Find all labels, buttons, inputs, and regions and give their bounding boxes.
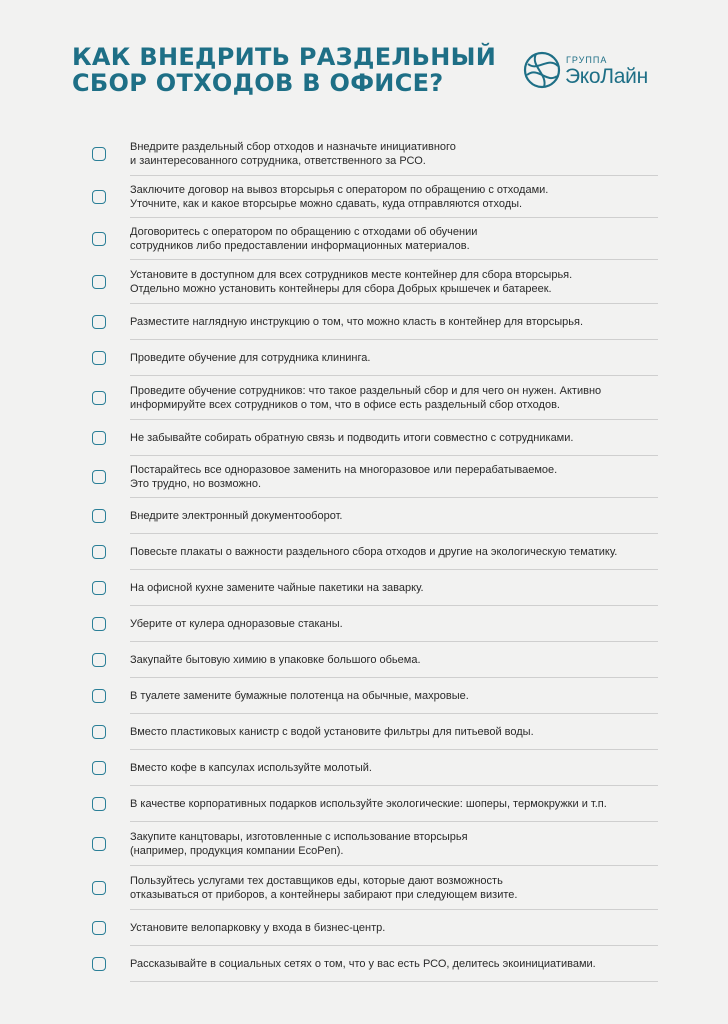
checklist-item-text: Не забывайте собирать обратную связь и подводить итоги совместно с сотрудниками. [130, 432, 574, 444]
checklist-item [88, 946, 658, 982]
checklist-item-text: Договоритесь с оператором по обращению с отходами об обучении сотрудников либо предоставлении информационных материалов. [130, 226, 478, 252]
title-line-2: СБОР ОТХОДОВ В ОФИСЕ? [72, 69, 444, 97]
checklist-item [88, 714, 658, 750]
checklist-item-text: Проведите обучение сотрудников: что такое раздельный сбор и для чего он нужен. Активно информируйте всех сотрудников о том, что в офисе есть раздельный сбор отходов. [130, 385, 602, 411]
checklist-item [88, 340, 658, 376]
checklist-item-text: Рассказывайте в социальных сетях о том, что у вас есть РСО, делитесь экоинициативами. [130, 958, 596, 970]
checklist-item-text: Пользуйтесь услугами тех доставщиков еды, которые дают возможность отказываться от приборов, а контейнеры забирают при следующем визите. [130, 875, 518, 901]
checkbox[interactable] [92, 431, 106, 445]
checkbox[interactable] [92, 725, 106, 739]
checklist-item [88, 304, 658, 340]
checklist-item-text: В туалете замените бумажные полотенца на обычные, махровые. [130, 690, 469, 702]
checklist-item [88, 132, 658, 176]
checklist-item [88, 786, 658, 822]
checklist-item-text: В качестве корпоративных подарков используйте экологические: шоперы, термокружки и т.п. [130, 798, 607, 810]
checklist-item [88, 678, 658, 714]
checklist-item-text: На офисной кухне замените чайные пакетики на заварку. [130, 582, 424, 594]
checklist-item [88, 534, 658, 570]
checklist-item [88, 822, 658, 866]
title-line-1: КАК ВНЕДРИТЬ РАЗДЕЛЬНЫЙ [72, 43, 497, 71]
logo-name: ЭкоЛайн [565, 65, 648, 88]
checkbox[interactable] [92, 315, 106, 329]
checkbox[interactable] [92, 190, 106, 204]
checklist-item [88, 420, 658, 456]
globe-icon [522, 50, 562, 90]
checklist-item-text: Повесьте плакаты о важности раздельного сбора отходов и другие на экологическую тематику. [130, 546, 618, 558]
checkbox[interactable] [92, 837, 106, 851]
checklist-item-text: Внедрите раздельный сбор отходов и назначьте инициативного и заинтересованного сотрудника, ответственного за РСО. [130, 141, 456, 167]
checkbox[interactable] [92, 351, 106, 365]
checklist-item-text: Внедрите электронный документооборот. [130, 510, 343, 522]
checkbox[interactable] [92, 545, 106, 559]
checklist-item [88, 218, 658, 260]
checklist-item-text: Заключите договор на вывоз вторсырья с оператором по обращению с отходами. Уточните, как и какое вторсырье можно сдавать, куда отправляются отходы. [130, 184, 549, 210]
checkbox[interactable] [92, 232, 106, 246]
checklist-item-text: Уберите от кулера одноразовые стаканы. [130, 618, 343, 630]
checklist [88, 132, 658, 982]
checklist-item-text: Установите в доступном для всех сотрудников месте контейнер для сбора вторсырья. Отдельно можно установить контейнеры для сбора Добрых крышечек и батареек. [130, 269, 573, 295]
checkbox[interactable] [92, 470, 106, 484]
checklist-item [88, 866, 658, 910]
checklist-item [88, 606, 658, 642]
divider [130, 981, 658, 982]
page-title [72, 44, 496, 96]
checkbox[interactable] [92, 391, 106, 405]
checklist-item [88, 176, 658, 218]
checkbox[interactable] [92, 797, 106, 811]
checklist-item-text: Закупите канцтовары, изготовленные с использование вторсырья (например, продукция компании EcoPen). [130, 831, 468, 857]
checkbox[interactable] [92, 147, 106, 161]
checklist-item-text: Разместите наглядную инструкцию о том, что можно класть в контейнер для вторсырья. [130, 316, 584, 328]
checkbox[interactable] [92, 921, 106, 935]
checkbox[interactable] [92, 653, 106, 667]
checkbox[interactable] [92, 689, 106, 703]
checklist-item [88, 260, 658, 304]
checklist-item-text: Постарайтесь все одноразовое заменить на многоразовое или перерабатываемое. Это трудно, но возможно. [130, 464, 558, 490]
checklist-item [88, 376, 658, 420]
checkbox[interactable] [92, 581, 106, 595]
checklist-item-text: Проведите обучение для сотрудника клининга. [130, 352, 371, 364]
checklist-item [88, 456, 658, 498]
checklist-item [88, 750, 658, 786]
company-logo [522, 50, 662, 96]
checklist-item-text: Вместо кофе в капсулах используйте молотый. [130, 762, 372, 774]
checklist-item [88, 498, 658, 534]
checklist-item-text: Установите велопарковку у входа в бизнес-центр. [130, 922, 386, 934]
checklist-item [88, 910, 658, 946]
checkbox[interactable] [92, 275, 106, 289]
checkbox[interactable] [92, 617, 106, 631]
checklist-item [88, 570, 658, 606]
checkbox[interactable] [92, 881, 106, 895]
checkbox[interactable] [92, 509, 106, 523]
checklist-item-text: Закупайте бытовую химию в упаковке большого обьема. [130, 654, 421, 666]
checklist-item-text: Вместо пластиковых канистр с водой установите фильтры для питьевой воды. [130, 726, 534, 738]
checkbox[interactable] [92, 957, 106, 971]
checkbox[interactable] [92, 761, 106, 775]
logo-small-text: ГРУППА [566, 55, 608, 65]
checklist-item [88, 642, 658, 678]
